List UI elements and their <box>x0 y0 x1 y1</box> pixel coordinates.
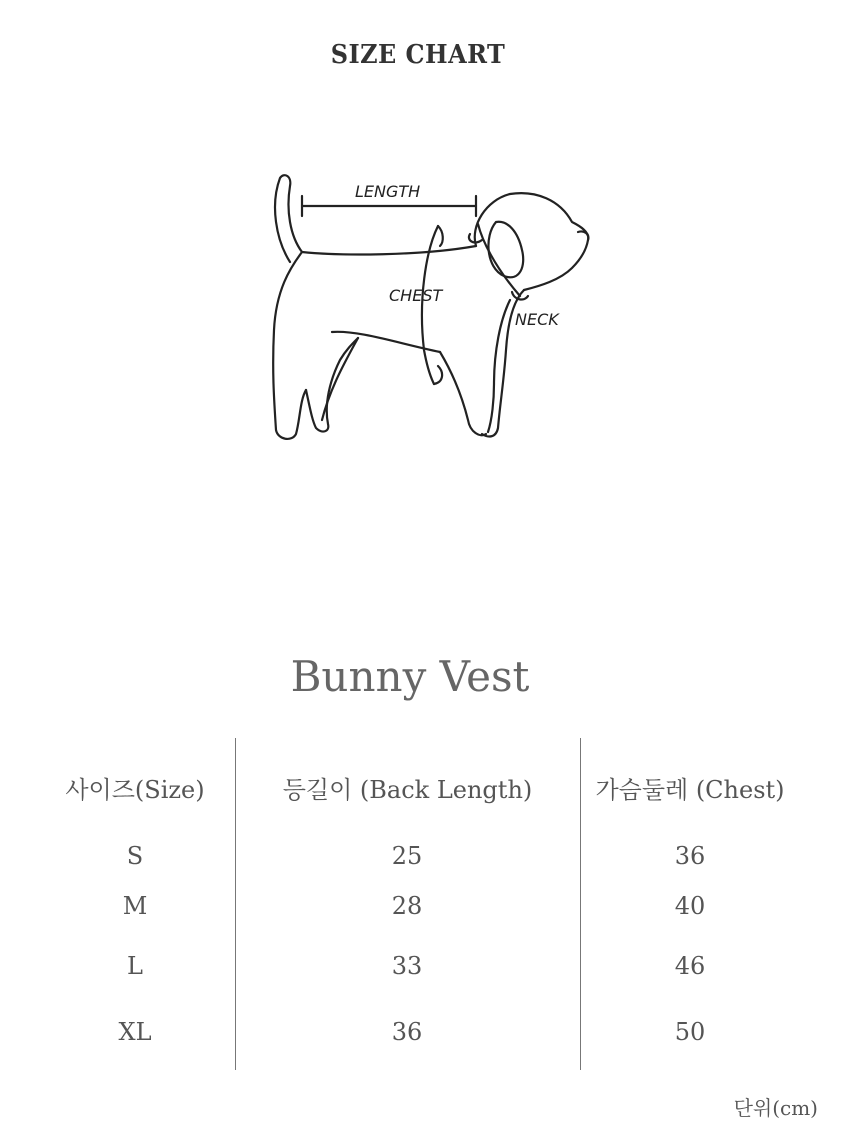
header-back-length: 등길이 (Back Length) <box>282 776 533 804</box>
table-cell-chest: 36 <box>674 842 706 870</box>
column-divider <box>580 738 581 1070</box>
length-label: LENGTH <box>355 182 421 201</box>
table-cell-size: XL <box>118 1018 152 1046</box>
unit-note: 단위(cm) <box>733 1096 818 1120</box>
size-chart-title: SIZE CHART <box>330 40 506 70</box>
table-cell-size: L <box>127 952 143 980</box>
column-divider <box>235 738 236 1070</box>
table-cell-chest: 40 <box>674 892 706 920</box>
table-cell-size: M <box>122 892 148 920</box>
table-cell-back-length: 28 <box>391 892 423 920</box>
table-cell-chest: 46 <box>674 952 706 980</box>
table-cell-back-length: 36 <box>391 1018 423 1046</box>
product-title: Bunny Vest <box>290 652 530 701</box>
header-chest: 가슴둘레 (Chest) <box>595 776 785 804</box>
neck-label: NECK <box>515 310 559 329</box>
header-size: 사이즈(Size) <box>65 776 205 804</box>
table-cell-chest: 50 <box>674 1018 706 1046</box>
table-cell-size: S <box>126 842 144 870</box>
dog-measurement-diagram <box>250 160 610 460</box>
table-cell-back-length: 25 <box>391 842 423 870</box>
table-cell-back-length: 33 <box>391 952 423 980</box>
chest-label: CHEST <box>389 286 443 305</box>
